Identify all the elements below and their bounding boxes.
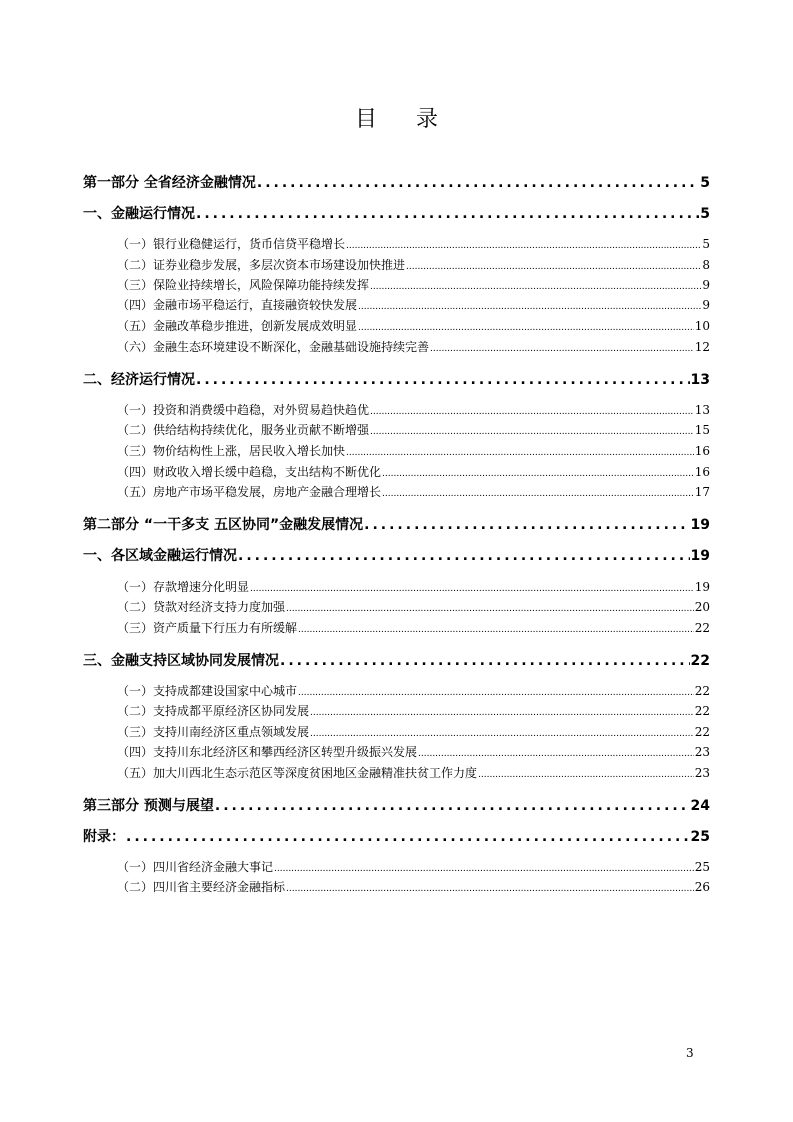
toc-entry-page: 15 (694, 423, 710, 437)
toc-entry-page: 13 (690, 372, 710, 388)
toc-entry-title: （二）四川省主要经济金融指标 (117, 880, 286, 894)
toc-entry-title: 二、经济运行情况 (83, 372, 195, 388)
toc-entry-title: （一）存款增速分化明显 (117, 580, 250, 594)
toc-entry-page: 20 (694, 600, 710, 614)
toc-entry-part-3[interactable] (83, 795, 710, 815)
toc-entry-page: 9 (702, 298, 710, 312)
toc-entry-page: 8 (702, 258, 710, 272)
toc-entry-subsection[interactable] (117, 421, 710, 438)
toc-entry-subsection[interactable] (117, 598, 710, 615)
toc-entry-subsection[interactable] (117, 619, 710, 636)
toc-entry-page: 19 (694, 580, 710, 594)
toc-entry-subsection[interactable] (117, 483, 710, 500)
toc-leader-dots (126, 829, 690, 845)
toc-leader-dots (250, 584, 694, 594)
toc-entry-part-1[interactable] (83, 172, 710, 192)
toc-entry-title: （五）房地产市场平稳发展，房地产金融合理增长 (117, 485, 382, 499)
toc-leader-dots (196, 372, 690, 388)
toc-title: 目 录 (355, 107, 454, 132)
toc-entry-section[interactable] (83, 545, 710, 565)
toc-entry-page: 5 (700, 175, 710, 191)
toc-entry-page: 16 (694, 444, 710, 458)
toc-entry-title: （四）财政收入增长缓中趋稳，支出结构不断优化 (117, 465, 382, 479)
toc-entry-title: （三）资产质量下行压力有所缓解 (117, 621, 298, 635)
toc-entry-title: 一、各区域金融运行情况 (83, 548, 237, 564)
toc-entry-page: 13 (694, 403, 710, 417)
toc-entry-title: （三）保险业持续增长，风险保障功能持续发挥 (117, 278, 370, 292)
toc-entry-subsection[interactable] (117, 276, 710, 293)
toc-entry-subsection[interactable] (117, 463, 710, 480)
toc-entry-title: （四）金融市场平稳运行，直接融资较快发展 (117, 298, 358, 312)
toc-leader-dots (358, 323, 694, 333)
toc-entry-page: 9 (702, 278, 710, 292)
toc-entry-page: 17 (694, 485, 710, 499)
toc-leader-dots (370, 407, 694, 417)
toc-leader-dots (286, 884, 694, 894)
toc-entry-section[interactable] (83, 369, 710, 389)
toc-leader-dots (310, 708, 694, 718)
toc-entry-page: 25 (690, 829, 710, 845)
toc-entry-page: 22 (690, 653, 710, 669)
toc-leader-dots (286, 604, 694, 614)
toc-entry-title: 附录： (83, 829, 125, 845)
toc-leader-dots (346, 241, 701, 251)
toc-entry-page: 25 (694, 860, 710, 874)
toc-entry-subsection[interactable] (117, 702, 710, 719)
toc-entry-subsection[interactable] (117, 682, 710, 699)
toc-leader-dots (215, 798, 690, 814)
toc-entry-page: 22 (694, 621, 710, 635)
toc-entry-subsection[interactable] (117, 235, 710, 252)
toc-entry-title: （一）银行业稳健运行，货币信贷平稳增长 (117, 237, 346, 251)
page-number: 3 (686, 1046, 694, 1060)
toc-leader-dots (298, 688, 694, 698)
toc-entry-subsection[interactable] (117, 723, 710, 740)
toc-entry-subsection[interactable] (117, 338, 710, 355)
toc-entry-title: （二）证券业稳步发展，多层次资本市场建设加快推进 (117, 258, 406, 272)
toc-entry-page: 26 (694, 880, 710, 894)
toc-leader-dots (298, 625, 694, 635)
toc-leader-dots (346, 448, 694, 458)
toc-leader-dots (382, 489, 694, 499)
toc-entry-title: （五）加大川西北生态示范区等深度贫困地区金融精准扶贫工作力度 (117, 766, 478, 780)
toc-entry-title: 一、金融运行情况 (83, 206, 195, 222)
toc-entry-section[interactable] (83, 203, 710, 223)
toc-entry-part-2[interactable] (83, 514, 710, 534)
toc-entry-title: （一）四川省经济金融大事记 (117, 860, 274, 874)
toc-entry-subsection[interactable] (117, 878, 710, 895)
toc-leader-dots (274, 864, 694, 874)
toc-entry-title: （一）投资和消费缓中趋稳，对外贸易趋快趋优 (117, 403, 370, 417)
toc-entry-page: 22 (694, 704, 710, 718)
toc-leader-dots (280, 653, 690, 669)
toc-entry-title: （三）支持川南经济区重点领域发展 (117, 725, 310, 739)
toc-entry-title: （四）支持川东北经济区和攀西经济区转型升级振兴发展 (117, 745, 418, 759)
toc-entry-page: 22 (694, 684, 710, 698)
toc-entry-subsection[interactable] (117, 256, 710, 273)
toc-entry-title: （六）金融生态环境建设不断深化，金融基础设施持续完善 (117, 340, 430, 354)
toc-entry-page: 24 (690, 798, 710, 814)
toc-entry-title: （二）支持成都平原经济区协同发展 (117, 704, 310, 718)
toc-leader-dots (238, 548, 690, 564)
toc-entry-subsection[interactable] (117, 578, 710, 595)
toc-entry-title: 第一部分 全省经济金融情况 (83, 175, 256, 191)
toc-entry-subsection[interactable] (117, 764, 710, 781)
toc-leader-dots (430, 344, 694, 354)
toc-entry-subsection[interactable] (117, 401, 710, 418)
toc-entry-title: （五）金融改革稳步推进，创新发展成效明显 (117, 319, 358, 333)
toc-leader-dots (257, 175, 699, 191)
toc-leader-dots (196, 206, 699, 222)
toc-entry-page: 23 (694, 745, 710, 759)
toc-leader-dots (418, 749, 694, 759)
toc-entry-subsection[interactable] (117, 296, 710, 313)
toc-entry-page: 23 (694, 766, 710, 780)
toc-entry-page: 10 (694, 319, 710, 333)
toc-entry-page: 16 (694, 465, 710, 479)
toc-entry-subsection[interactable] (117, 442, 710, 459)
toc-entry-title: （二）贷款对经济支持力度加强 (117, 600, 286, 614)
toc-entry-subsection[interactable] (117, 743, 710, 760)
toc-entry-subsection[interactable] (117, 858, 710, 875)
toc-leader-dots (406, 262, 701, 272)
toc-entry-title: 三、金融支持区域协同发展情况 (83, 653, 279, 669)
toc-entry-appendix[interactable] (83, 826, 710, 846)
toc-entry-title: （一）支持成都建设国家中心城市 (117, 684, 298, 698)
toc-entry-section[interactable] (83, 650, 710, 670)
toc-entry-page: 5 (700, 206, 710, 222)
toc-leader-dots (358, 302, 701, 312)
toc-leader-dots (364, 517, 689, 533)
toc-entry-page: 19 (690, 517, 710, 533)
toc-leader-dots (310, 729, 694, 739)
toc-entry-title: 第三部分 预测与展望 (83, 798, 214, 814)
toc-entry-subsection[interactable] (117, 317, 710, 334)
toc-leader-dots (370, 282, 701, 292)
toc-entry-page: 19 (690, 548, 710, 564)
toc-entry-title: 第二部分 “一干多支 五区协同”金融发展情况 (83, 517, 364, 533)
toc-entry-page: 22 (694, 725, 710, 739)
toc-entry-page: 5 (702, 237, 710, 251)
toc-entry-title: （二）供给结构持续优化，服务业贡献不断增强 (117, 423, 370, 437)
toc-entry-page: 12 (694, 340, 710, 354)
toc-leader-dots (382, 469, 694, 479)
toc-leader-dots (478, 770, 694, 780)
toc-leader-dots (370, 427, 694, 437)
toc-entry-title: （三）物价结构性上涨，居民收入增长加快 (117, 444, 346, 458)
